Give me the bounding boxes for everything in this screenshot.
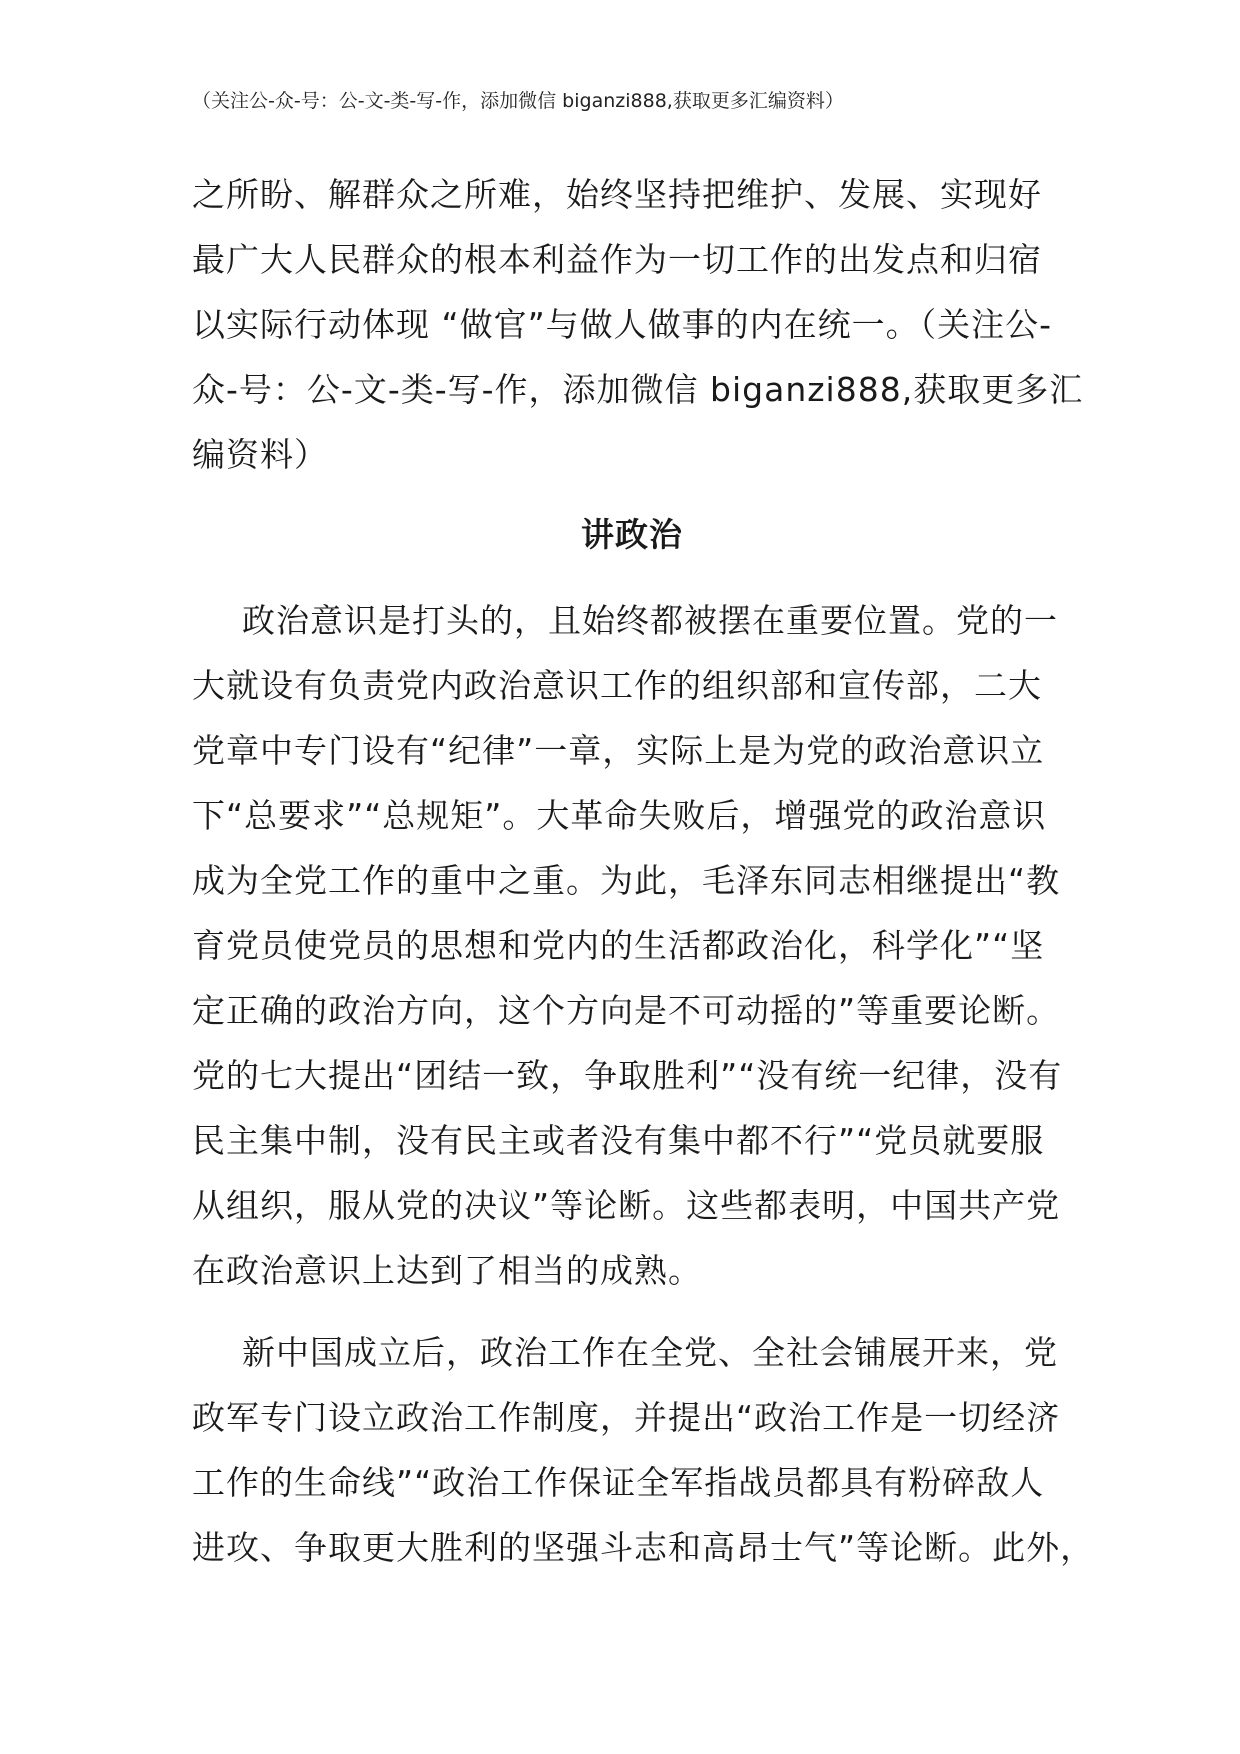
paragraph-line: 定正确的政治方向，这个方向是不可动摇的”等重要论断。 xyxy=(192,991,1061,1030)
paragraph-line: 党章中专门设有“纪律”一章，实际上是为党的政治意识立 xyxy=(192,731,1045,770)
paragraph-line: 新中国成立后，政治工作在全党、全社会铺展开来，党 xyxy=(242,1333,1058,1372)
paragraph-line: 以实际行动体现 “做官”与做人做事的内在统一。（关注公- xyxy=(192,305,1053,344)
paragraph-line: 政军专门设立政治工作制度，并提出“政治工作是一切经济 xyxy=(192,1398,1061,1437)
paragraph-line: 众-号：公-文-类-写-作，添加微信 biganzi888,获取更多汇 xyxy=(192,370,1084,409)
paragraph-line: 之所盼、解群众之所难，始终坚持把维护、发展、实现好 xyxy=(192,175,1042,214)
paragraph-1 xyxy=(192,162,1084,487)
paragraph-line: 成为全党工作的重中之重。为此，毛泽东同志相继提出“教 xyxy=(192,861,1061,900)
paragraph-line: 最广大人民群众的根本利益作为一切工作的出发点和归宿 xyxy=(192,240,1042,279)
paragraph-line: 党的七大提出“团结一致，争取胜利”“没有统一纪律，没有 xyxy=(192,1056,1063,1095)
paragraph-line: 下“总要求”“总规矩”。大革命失败后，增强党的政治意识 xyxy=(192,796,1047,835)
paragraph-line: 育党员使党员的思想和党内的生活都政治化，科学化”“坚 xyxy=(192,926,1045,965)
paragraph-3 xyxy=(192,1320,1095,1580)
paragraph-2 xyxy=(192,588,1072,1303)
paragraph-line: 从组织，服从党的决议”等论断。这些都表明，中国共产党 xyxy=(192,1186,1061,1225)
paragraph-line: 政治意识是打头的，且始终都被摆在重要位置。党的一 xyxy=(242,601,1058,640)
paragraph-line: 编资料） xyxy=(192,435,328,474)
header-note: （关注公-众-号：公-文-类-写-作，添加微信 biganzi888,获取更多汇编资料） xyxy=(192,90,844,112)
paragraph-line: 在政治意识上达到了相当的成熟。 xyxy=(192,1251,702,1290)
section-heading: 讲政治 xyxy=(581,515,683,554)
paragraph-line: 工作的生命线”“政治工作保证全军指战员都具有粉碎敌人 xyxy=(192,1463,1045,1502)
paragraph-line: 进攻、争取更大胜利的坚强斗志和高昂士气”等论断。此外， xyxy=(192,1528,1095,1567)
paragraph-line: 大就设有负责党内政治意识工作的组织部和宣传部，二大 xyxy=(192,666,1042,705)
paragraph-line: 民主集中制，没有民主或者没有集中都不行”“党员就要服 xyxy=(192,1121,1045,1160)
